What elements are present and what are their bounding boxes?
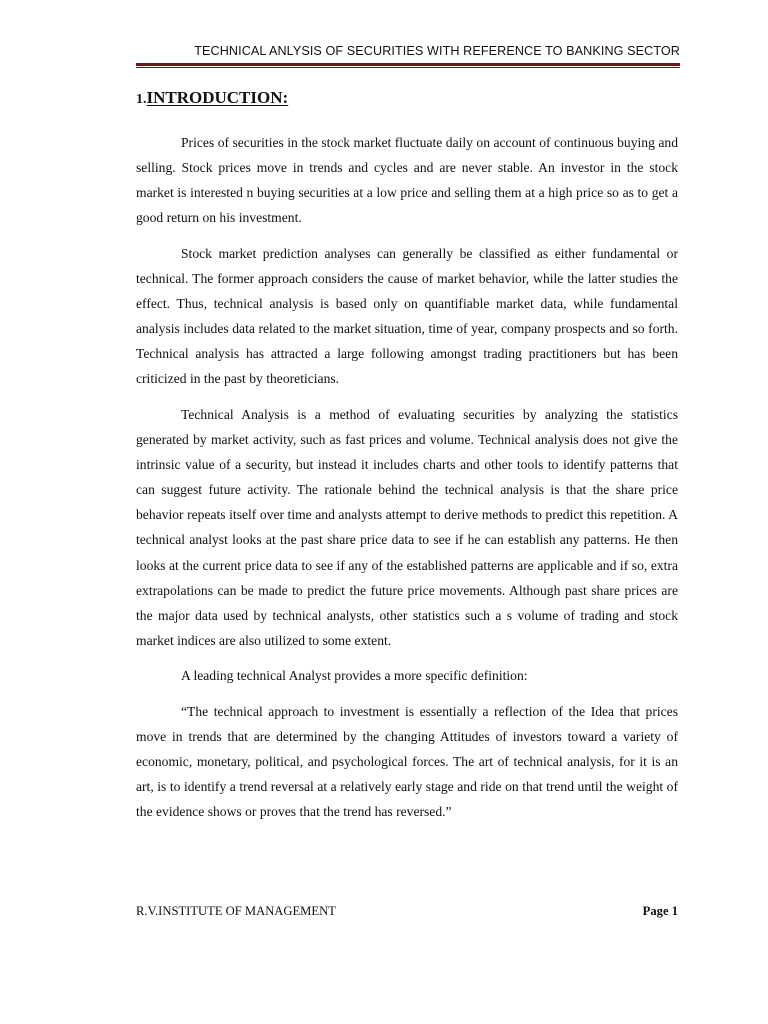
paragraph-stock-prices: Prices of securities in the stock market fluctuate daily on account of continuous buying and selling. Stock prices move in trends and cycles and are never stable. An investor in the stock market is interested n buying securities at a low price and selling them at a high price so as to get a good return on his investment. — [136, 135, 678, 226]
section-heading — [136, 88, 288, 108]
paragraph-leading-analyst: A leading technical Analyst provides a more specific definition: — [181, 668, 528, 684]
body-text — [136, 130, 678, 835]
section-title: INTRODUCTION: — [146, 88, 289, 107]
paragraph-prediction-analyses: Stock market prediction analyses can generally be classified as either fundamental or technical. The former approach considers the cause of market behavior, while the latter studies the effect. Thus, technical analysis is based only on quantifiable market data, while fundamental analysis includes data related to the market situation, time of year, company prospects and so forth. Technical analysis has attracted a large following amongst trading practitioners but has been criticized in the past by theoreticians. — [136, 245, 678, 387]
paragraph-technical-analysis-definition: Technical Analysis is a method of evaluating securities by analyzing the statistics generated by market activity, such as fast prices and volume. Technical analysis does not give the intrinsic value of a security, but instead it includes charts and other tools to identify patterns that can suggest future activity. The rationale behind the technical analysis is that the share price behavior repeats itself over time and analysts attempt to derive methods to predict this repetition. A technical analyst looks at the past share price data to see if he can establish any patterns. He then looks at the current price data to see if any of the established patterns are applicable and if so, extra extrapolations can be made to predict the future price movements. Although past share prices are the major data used by technical analysts, other statistics such a s volume of trading and stock market indices are also utilized to some extent. — [136, 406, 678, 648]
section-number: 1. — [136, 92, 147, 107]
header-rule-thick — [136, 63, 680, 66]
footer-institution: R.V.INSTITUTE OF MANAGEMENT — [136, 904, 336, 918]
header-rule-thin — [136, 67, 680, 68]
footer-page-number: Page 1 — [642, 904, 678, 918]
running-header: TECHNICAL ANLYSIS OF SECURITIES WITH REFERENCE TO BANKING SECTOR — [194, 44, 680, 58]
paragraph-quotation: “The technical approach to investment is essentially a reflection of the Idea that prices move in trends that are determined by the changing Attitudes of investors toward a variety of economic, monetary, political, and psychological forces. The art of technical analysis, for it is an art, is to identify a trend reversal at a relatively early stage and ride on that trend until the weight of the evidence shows or proves that the trend has reversed.” — [136, 703, 678, 820]
